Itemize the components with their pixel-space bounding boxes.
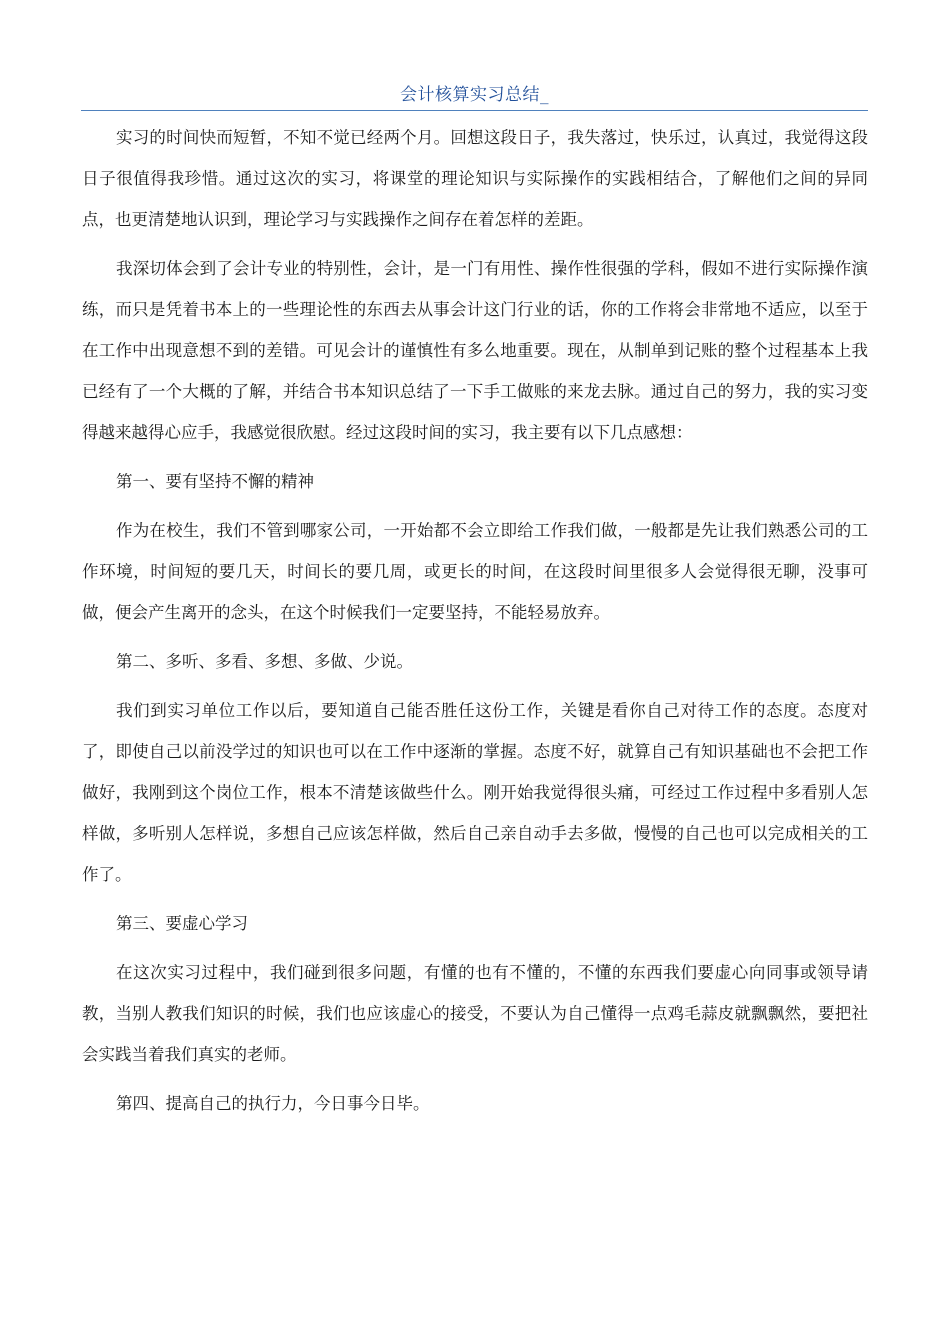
section-heading-1: 第一、要有坚持不懈的精神: [116, 472, 314, 491]
paragraph-section-3: 在这次实习过程中，我们碰到很多问题，有懂的也有不懂的，不懂的东西我们要虚心向同事或领导请教，当别人教我们知识的时候，我们也应该虚心的接受，不要认为自己懂得一点鸡毛蒜皮就飘飘然，要把社会实践当着我们真实的老师。: [82, 963, 868, 1064]
paragraph-reflection: 我深切体会到了会计专业的特别性，会计，是一门有用性、操作性很强的学科，假如不进行实际操作演练，而只是凭着书本上的一些理论性的东西去从事会计这门行业的话，你的工作将会非常地不适应，以至于在工作中出现意想不到的差错。可见会计的谨慎性有多么地重要。现在，从制单到记账的整个过程基本上我已经有了一个大概的了解，并结合书本知识总结了一下手工做账的来龙去脉。通过自己的努力，我的实习变得越来越得心应手，我感觉很欣慰。经过这段时间的实习，我主要有以下几点感想：: [82, 259, 868, 442]
page-title: 会计核算实习总结_: [400, 85, 549, 105]
paragraph-section-2: 我们到实习单位工作以后，要知道自己能否胜任这份工作，关键是看你自己对待工作的态度。态度对了，即使自己以前没学过的知识也可以在工作中逐渐的掌握。态度不好，就算自己有知识基础也不会把工作做好，我刚到这个岗位工作，根本不清楚该做些什么。刚开始我觉得很头痛，可经过工作过程中多看别人怎样做，多听别人怎样说，多想自己应该怎样做，然后自己亲自动手去多做，慢慢的自己也可以完成相关的工作了。: [82, 701, 868, 884]
section-heading-2: 第二、多听、多看、多想、多做、少说。: [116, 652, 413, 671]
paragraph-section-1: 作为在校生，我们不管到哪家公司，一开始都不会立即给工作我们做，一般都是先让我们熟悉公司的工作环境，时间短的要几天，时间长的要几周，或更长的时间，在这段时间里很多人会觉得很无聊，没事可做，便会产生离开的念头，在这个时候我们一定要坚持，不能轻易放弃。: [82, 521, 868, 622]
page-header: [81, 82, 868, 111]
section-heading-4: 第四、提高自己的执行力，今日事今日毕。: [116, 1094, 430, 1113]
paragraph-intro: 实习的时间快而短暂，不知不觉已经两个月。回想这段日子，我失落过，快乐过，认真过，我觉得这段日子很值得我珍惜。通过这次的实习，将课堂的理论知识与实际操作的实践相结合，了解他们之间的异同点，也更清楚地认识到，理论学习与实践操作之间存在着怎样的差距。: [82, 128, 868, 229]
section-heading-3: 第三、要虚心学习: [116, 914, 248, 933]
document-body: [82, 117, 868, 1132]
